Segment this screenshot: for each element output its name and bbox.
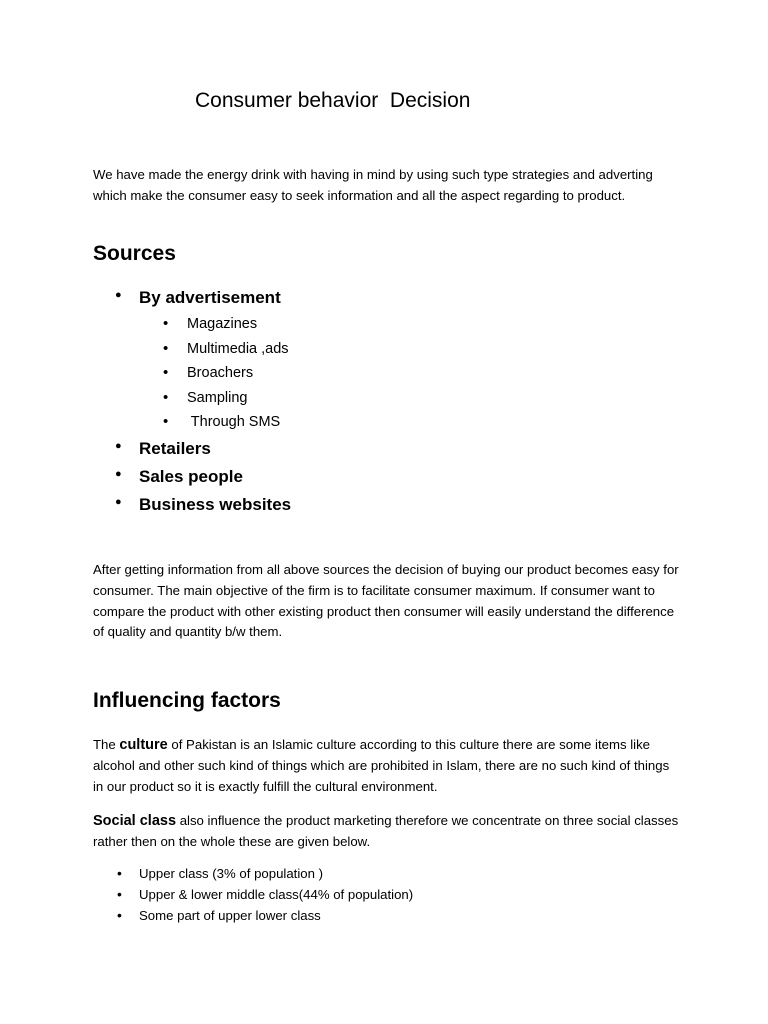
sub-source-label: Through SMS <box>187 414 281 430</box>
sub-source-label: Sampling <box>187 390 248 406</box>
sub-source-label: Multimedia ,ads <box>187 341 289 357</box>
list-item <box>117 887 413 902</box>
source-label: Business websites <box>139 495 292 514</box>
after-sources-paragraph: After getting information from all above sources the decision of buying our product becomes easy for consumer. The main objective of the firm is to facilitate consumer maximum. If consumer want to compare the product with other existing product then consumer will easily understand the difference of quality and quantity b/w them. <box>93 562 679 640</box>
culture-prefix: The <box>93 737 120 752</box>
source-label: By advertisement <box>139 288 281 307</box>
intro-paragraph: We have made the energy drink with having in mind by using such type strategies and adverting which make the consumer easy to seek information and all the aspect regarding to product. <box>93 167 653 203</box>
class-label: Some part of upper lower class <box>139 908 321 923</box>
source-label: Retailers <box>139 439 211 458</box>
culture-paragraph <box>93 735 683 797</box>
list-item <box>163 390 247 406</box>
source-label: Sales people <box>139 467 243 486</box>
sources-heading: Sources <box>93 242 176 265</box>
list-item <box>117 908 321 923</box>
culture-term: culture <box>119 737 168 753</box>
culture-text: of Pakistan is an Islamic culture according to this culture there are some items like alcohol and other such kind of things which are prohibited in Islam, there are no such kind of things in our product so it is exactly fulfill the cultural environment. <box>93 737 670 794</box>
social-class-term: Social class <box>93 813 177 829</box>
page-title: Consumer behavior Decision <box>195 89 471 112</box>
sub-source-label: Broachers <box>187 365 254 381</box>
social-class-paragraph <box>93 811 683 853</box>
list-item <box>163 316 257 332</box>
list-item <box>163 414 280 430</box>
sub-source-label: Magazines <box>187 316 258 332</box>
list-item <box>117 467 243 487</box>
class-label: Upper & lower middle class(44% of population) <box>139 887 414 902</box>
list-item <box>117 439 211 459</box>
influencing-heading: Influencing factors <box>93 689 281 712</box>
class-label: Upper class (3% of population ) <box>139 866 323 881</box>
social-class-text: also influence the product marketing therefore we concentrate on three social classes rather then on the whole these are given below. <box>93 813 679 849</box>
list-item <box>117 288 281 308</box>
list-item <box>163 365 253 381</box>
list-item <box>117 495 291 515</box>
list-item <box>117 866 323 881</box>
list-item <box>163 341 289 357</box>
